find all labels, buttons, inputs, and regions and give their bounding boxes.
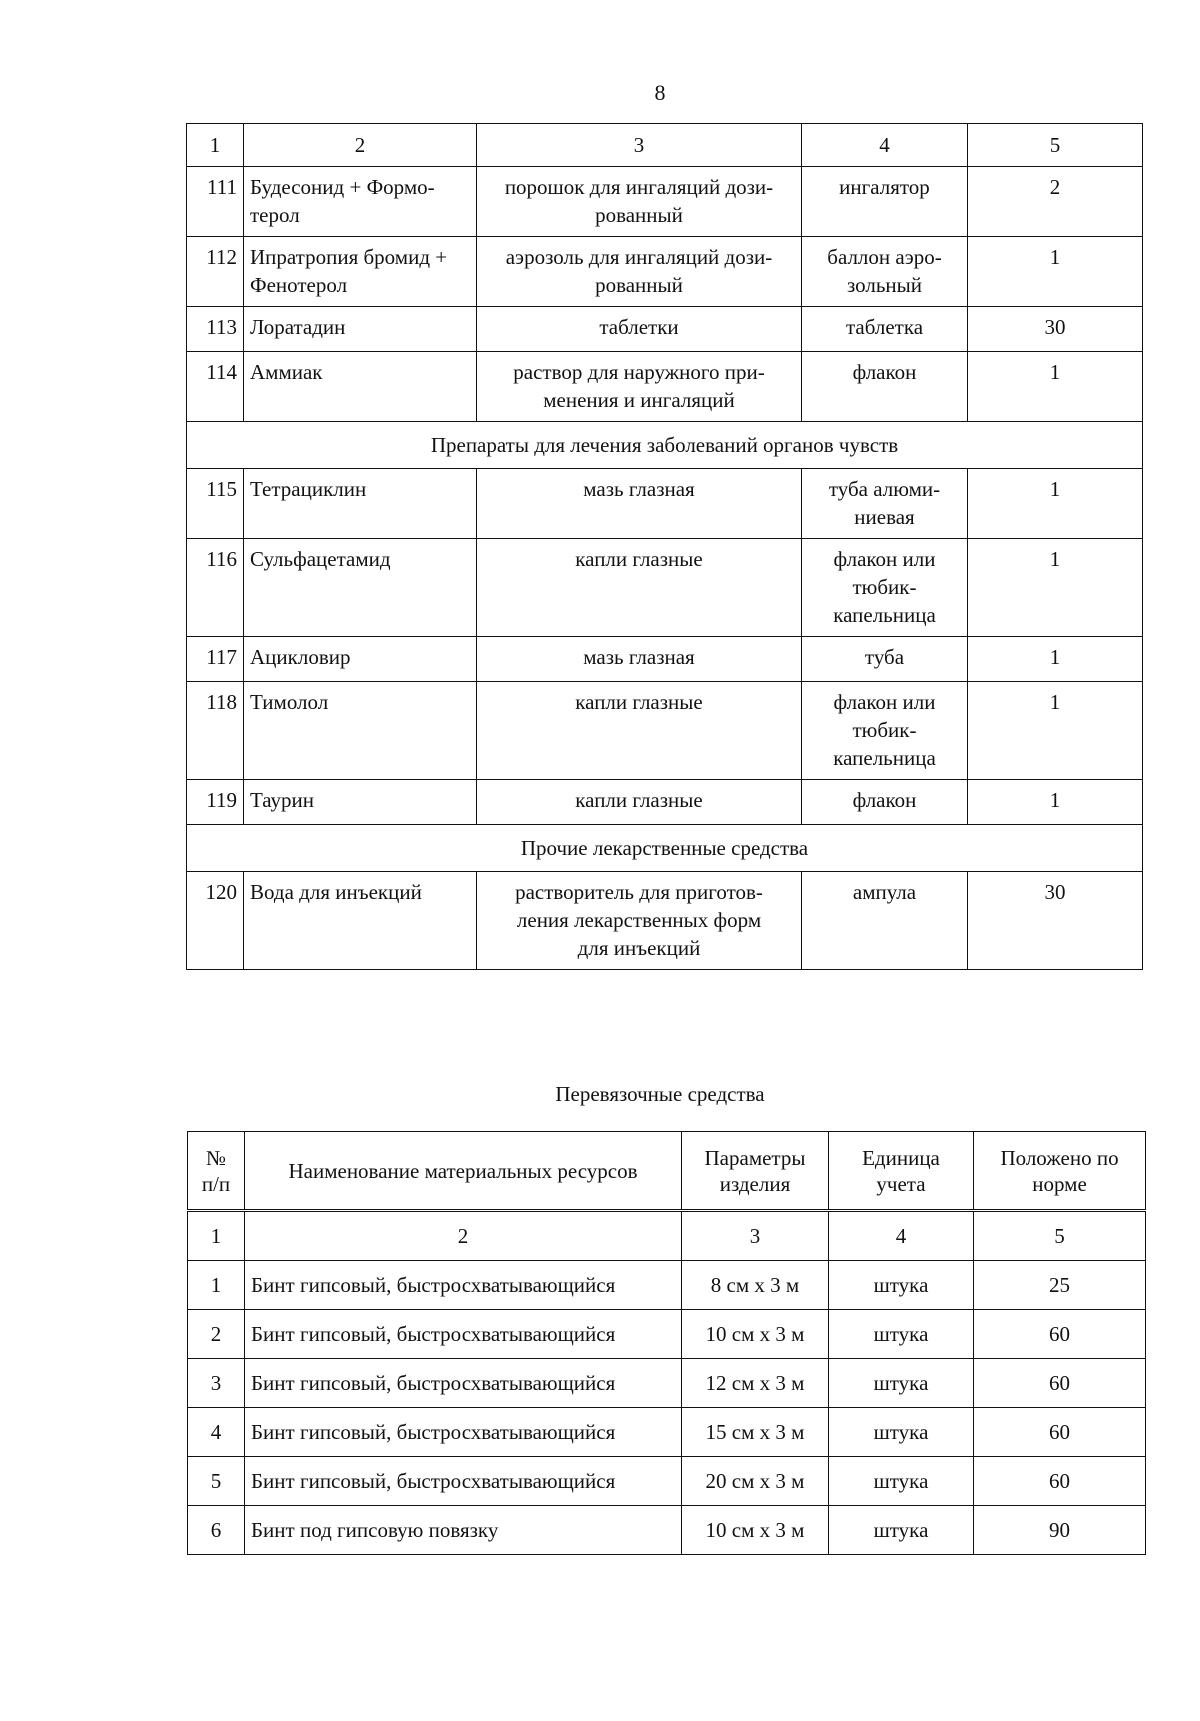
item-name: Лоратадин: [244, 307, 477, 352]
item-quantity: 2: [968, 167, 1143, 237]
item-quantity: 30: [968, 872, 1143, 970]
item-number: 5: [188, 1457, 245, 1506]
item-name: Будесонид + Формо- терол: [244, 167, 477, 237]
column-number: 4: [829, 1211, 974, 1261]
table-row: [188, 1457, 1146, 1506]
item-quantity: 1: [968, 682, 1143, 780]
item-form: аэрозоль для ингаляций дози- рованный: [477, 237, 802, 307]
item-unit: штука: [829, 1408, 974, 1457]
item-name: Бинт гипсовый, быстросхватывающийся: [245, 1359, 682, 1408]
item-number: 3: [188, 1359, 245, 1408]
item-number: 115: [187, 469, 244, 539]
column-number: 4: [802, 124, 968, 167]
header-name: Наименование материальных ресурсов: [245, 1132, 682, 1211]
dressings-table: [187, 1131, 1146, 1555]
item-quantity: 25: [974, 1261, 1146, 1310]
dressings-section-title: Перевязочные средства: [555, 1082, 765, 1106]
table-row: [187, 637, 1143, 682]
header-quantity: Положено по норме: [974, 1132, 1146, 1211]
item-params: 20 см х 3 м: [682, 1457, 829, 1506]
column-number: 2: [244, 124, 477, 167]
item-number: 111: [187, 167, 244, 237]
drugs-table: [186, 123, 1143, 970]
item-form: капли глазные: [477, 539, 802, 637]
item-params: 8 см х 3 м: [682, 1261, 829, 1310]
item-form: раствор для наружного при- менения и ингаляций: [477, 352, 802, 422]
column-number: 5: [968, 124, 1143, 167]
item-name: Бинт гипсовый, быстросхватывающийся: [245, 1261, 682, 1310]
item-name: Таурин: [244, 780, 477, 825]
item-name: Бинт гипсовый, быстросхватывающийся: [245, 1408, 682, 1457]
item-form: таблетки: [477, 307, 802, 352]
item-number: 1: [188, 1261, 245, 1310]
item-unit: флакон: [802, 780, 968, 825]
item-params: 10 см х 3 м: [682, 1506, 829, 1555]
item-number: 116: [187, 539, 244, 637]
item-number: 2: [188, 1310, 245, 1359]
item-quantity: 1: [968, 237, 1143, 307]
item-unit: туба: [802, 637, 968, 682]
item-form: капли глазные: [477, 780, 802, 825]
column-number: 2: [245, 1211, 682, 1261]
item-name: Бинт гипсовый, быстросхватывающийся: [245, 1310, 682, 1359]
header-number: № п/п: [188, 1132, 245, 1211]
column-number: 3: [682, 1211, 829, 1261]
header-row: [188, 1132, 1146, 1211]
column-number: 3: [477, 124, 802, 167]
item-quantity: 60: [974, 1310, 1146, 1359]
page-number: 8: [654, 80, 666, 105]
item-number: 118: [187, 682, 244, 780]
table-row: [188, 1506, 1146, 1555]
table-row: [187, 780, 1143, 825]
item-form: капли глазные: [477, 682, 802, 780]
item-quantity: 60: [974, 1359, 1146, 1408]
item-form: мазь глазная: [477, 469, 802, 539]
item-unit: ингалятор: [802, 167, 968, 237]
column-number: 1: [188, 1211, 245, 1261]
item-form: мазь глазная: [477, 637, 802, 682]
item-unit: флакон: [802, 352, 968, 422]
item-name: Аммиак: [244, 352, 477, 422]
section-header: Препараты для лечения заболеваний органов чувств: [187, 422, 1143, 469]
item-unit: флакон или тюбик- капельница: [802, 682, 968, 780]
table-row: [187, 682, 1143, 780]
section-header: Прочие лекарственные средства: [187, 825, 1143, 872]
item-params: 10 см х 3 м: [682, 1310, 829, 1359]
table-row: [187, 307, 1143, 352]
item-name: Тетрациклин: [244, 469, 477, 539]
item-number: 4: [188, 1408, 245, 1457]
item-form: растворитель для приготов- ления лекарственных форм для инъекций: [477, 872, 802, 970]
item-quantity: 1: [968, 780, 1143, 825]
table-row: [187, 539, 1143, 637]
item-name: Сульфацетамид: [244, 539, 477, 637]
table-row: [187, 352, 1143, 422]
item-params: 12 см х 3 м: [682, 1359, 829, 1408]
item-name: Бинт гипсовый, быстросхватывающийся: [245, 1457, 682, 1506]
item-name: Тимолол: [244, 682, 477, 780]
header-unit: Единица учета: [829, 1132, 974, 1211]
item-number: 112: [187, 237, 244, 307]
item-quantity: 1: [968, 637, 1143, 682]
item-unit: флакон или тюбик- капельница: [802, 539, 968, 637]
table-row: [187, 167, 1143, 237]
table-row: [188, 1310, 1146, 1359]
column-number: 1: [187, 124, 244, 167]
column-number: 5: [974, 1211, 1146, 1261]
item-unit: таблетка: [802, 307, 968, 352]
item-unit: ампула: [802, 872, 968, 970]
item-form: порошок для ингаляций дози- рованный: [477, 167, 802, 237]
table-row: [187, 237, 1143, 307]
item-number: 6: [188, 1506, 245, 1555]
item-quantity: 1: [968, 469, 1143, 539]
item-name: Ипратропия бромид + Фенотерол: [244, 237, 477, 307]
item-unit: штука: [829, 1261, 974, 1310]
item-name: Бинт под гипсовую повязку: [245, 1506, 682, 1555]
item-name: Ацикловир: [244, 637, 477, 682]
item-quantity: 30: [968, 307, 1143, 352]
item-unit: баллон аэро- зольный: [802, 237, 968, 307]
item-name: Вода для инъекций: [244, 872, 477, 970]
item-number: 119: [187, 780, 244, 825]
item-quantity: 1: [968, 352, 1143, 422]
item-number: 120: [187, 872, 244, 970]
item-unit: штука: [829, 1359, 974, 1408]
table-row: [187, 872, 1143, 970]
item-unit: штука: [829, 1457, 974, 1506]
section-header-row: [187, 422, 1143, 469]
item-quantity: 60: [974, 1408, 1146, 1457]
item-quantity: 60: [974, 1457, 1146, 1506]
section-header-row: [187, 825, 1143, 872]
item-quantity: 1: [968, 539, 1143, 637]
item-unit: штука: [829, 1506, 974, 1555]
item-number: 117: [187, 637, 244, 682]
item-number: 113: [187, 307, 244, 352]
table-row: [188, 1408, 1146, 1457]
item-unit: штука: [829, 1310, 974, 1359]
item-unit: туба алюми- ниевая: [802, 469, 968, 539]
header-params: Параметры изделия: [682, 1132, 829, 1211]
item-params: 15 см х 3 м: [682, 1408, 829, 1457]
item-quantity: 90: [974, 1506, 1146, 1555]
column-number-row: [187, 124, 1143, 167]
item-number: 114: [187, 352, 244, 422]
table-row: [188, 1359, 1146, 1408]
column-number-row: [188, 1211, 1146, 1261]
table-row: [188, 1261, 1146, 1310]
table-row: [187, 469, 1143, 539]
